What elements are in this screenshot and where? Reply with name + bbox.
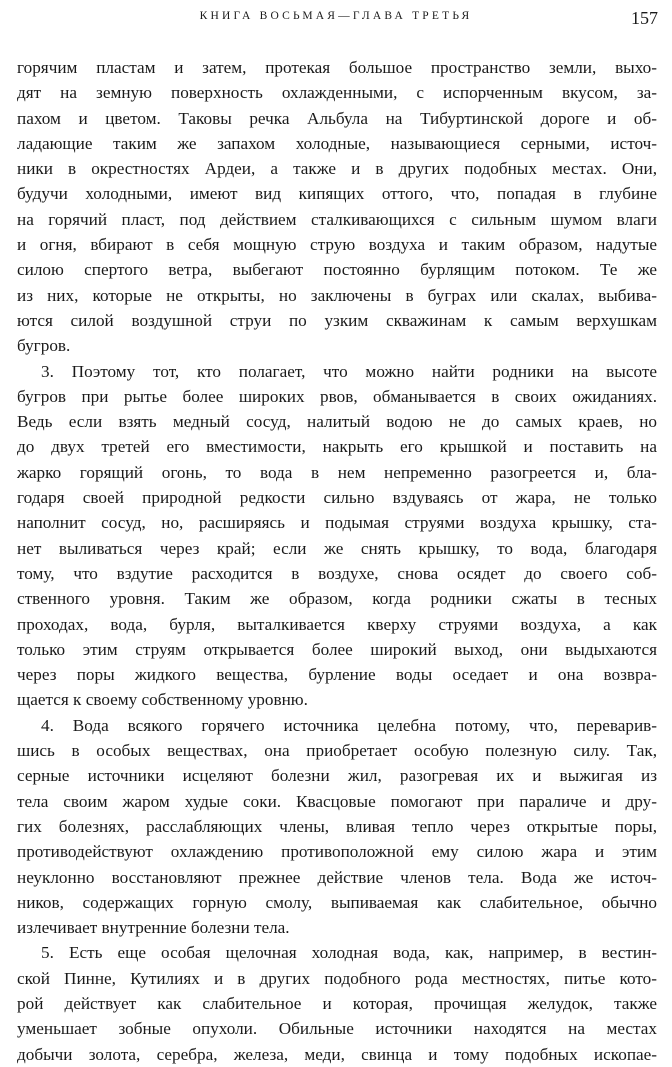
text-line: излечивает внутренние болезни тела. <box>17 918 290 938</box>
page-number: 157 <box>631 8 658 28</box>
text-line: нет выливаться через край; если же снять крышку, то вода, благодаря <box>17 538 657 558</box>
text-line: неуклонно восстановляют прежнее действие членов тела. Вода же источ- <box>17 867 657 887</box>
text-line: жарко горящий огонь, то вода в нем непременно разогреется и, бла- <box>17 462 657 482</box>
text-line: ладающие таким же запахом холодные, называющиеся серными, источ- <box>17 133 657 153</box>
text-line: добычи золота, серебра, железа, меди, свинца и тому подобных ископае- <box>17 1044 657 1064</box>
text-line: ственного уровня. Таким же образом, когда родники сжаты в тесных <box>17 589 657 609</box>
text-line: серные источники исцеляют болезни жил, разогревая их и выжигая из <box>17 766 657 786</box>
text-line: ской Пинне, Кутилиях и в других подобного рода местностях, питье кото- <box>17 968 657 988</box>
text-line: 4. Вода всякого горячего источника целебна потому, что, переварив- <box>41 715 657 735</box>
text-line: 5. Есть еще особая щелочная холодная вода, как, например, в вестин- <box>41 943 657 963</box>
text-line: уменьшает зобные опухоли. Обильные источники находятся на местах <box>17 1019 657 1039</box>
text-line: 3. Поэтому тот, кто полагает, что можно найти родники на высоте <box>41 361 657 381</box>
text-line: только этим струям открывается более широкий выход, они выдыхаются <box>17 639 657 659</box>
paragraph-3 <box>17 359 657 713</box>
text-line: тому, что вздутие расходится в воздухе, снова осядет до своего соб- <box>17 563 657 583</box>
text-line: бугров при рытье более широких рвов, обманывается в своих ожиданиях. <box>17 386 657 406</box>
text-line: шись в особых веществах, она приобретает особую полезную силу. Так, <box>17 741 657 761</box>
text-line: ников, содержащих горную смолу, выпиваемая как слабительное, обычно <box>17 892 657 912</box>
running-head <box>10 8 662 38</box>
text-line: горячим пластам и затем, протекая большое пространство земли, выхо- <box>17 58 657 77</box>
paragraph-4 <box>17 713 657 941</box>
text-line: через поры жидкого вещества, бурление воды оседает и она возвра- <box>17 665 657 685</box>
text-line: из них, которые не открыты, но заключены в буграх или скалах, выбива- <box>17 285 657 305</box>
text-line: тела своим жаром худые соки. Квасцовые помогают при параличе и дру- <box>17 791 657 811</box>
text-line: щается к своему собственному уровню. <box>17 690 308 710</box>
text-line: годаря своей природной редкости сильно вздуваясь от жара, не только <box>17 488 657 508</box>
body-text <box>17 55 657 1067</box>
text-line: дят на земную поверхность охлажденными, с испорченным вкусом, за- <box>17 83 657 103</box>
text-line: ются силой воздушной струи по узким скважинам к самым верхушкам <box>17 310 657 330</box>
text-line: противодействуют охлаждению противоположной ему силою жара и этим <box>17 842 657 862</box>
paragraph <box>17 55 657 359</box>
text-line: рой действует как слабительное и которая, прочищая желудок, также <box>17 993 657 1013</box>
text-line: бугров. <box>17 336 71 356</box>
text-line: ники в окрестностях Ардеи, а также и в других подобных местах. Они, <box>17 159 657 179</box>
chapter-header: КНИГА ВОСЬМАЯ—ГЛАВА ТРЕТЬЯ <box>199 10 473 22</box>
paragraph-5 <box>17 940 657 1066</box>
text-line: наполнит сосуд, но, расширяясь и подымая струями воздуха крышку, ста- <box>17 513 657 533</box>
text-line: силою спертого ветра, выбегают постоянно бурлящим потоком. Те же <box>17 260 657 280</box>
text-line: и огня, вбирают в себя мощную струю воздуха и таким образом, надутые <box>17 235 657 255</box>
text-line: Ведь если взять медный сосуд, налитый водою не до самых краев, но <box>17 412 657 432</box>
text-line: проходах, вода, бурля, выталкивается кверху струями воздуха, а как <box>17 614 657 634</box>
text-line: на горячий пласт, под действием сталкивающихся с сильным шумом влаги <box>17 209 657 229</box>
text-line: гих болезнях, расслабляющих члены, вливая тепло через открытые поры, <box>17 816 657 836</box>
text-line: до двух третей его вместимости, накрыть его крышкой и поставить на <box>17 437 657 457</box>
text-line: пахом и цветом. Таковы речка Альбула на Тибуртинской дороге и об- <box>17 108 657 128</box>
text-line: будучи холодными, имеют вид кипящих оттого, что, попадая в глубине <box>17 184 657 204</box>
